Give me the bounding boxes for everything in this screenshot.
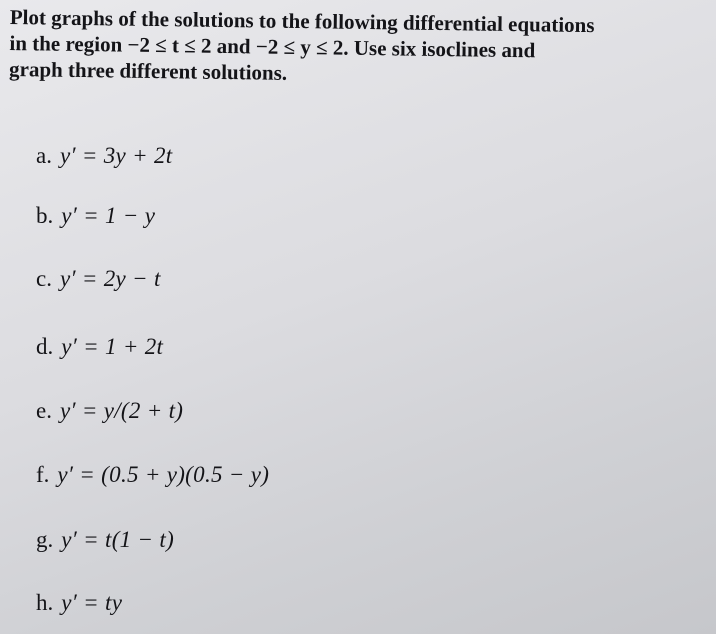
item-equation: y′ = 1 − y: [61, 203, 156, 228]
item-label: c.: [36, 266, 52, 291]
item-label: g.: [36, 527, 54, 552]
item-label: e.: [36, 398, 52, 423]
exercise-item-g: [36, 527, 174, 553]
exercise-item-e: [36, 398, 183, 424]
exercise-item-b: [36, 203, 155, 229]
exercise-item-a: [36, 143, 172, 169]
prompt-line-2: in the region −2 ≤ t ≤ 2 and −2 ≤ y ≤ 2. Use six isoclines and: [9, 30, 536, 63]
prompt-line-3: graph three different solutions.: [8, 56, 288, 85]
item-equation: y′ = (0.5 + y)(0.5 − y): [57, 462, 270, 487]
exercise-item-c: [36, 266, 161, 292]
item-equation: y′ = 2y − t: [59, 266, 161, 291]
item-equation: y′ = y/(2 + t): [59, 398, 184, 423]
item-label: h.: [36, 590, 54, 615]
item-label: d.: [36, 334, 54, 359]
problem-prompt: [9, 4, 710, 92]
item-label: f.: [36, 462, 50, 487]
prompt-line-1: Plot graphs of the solutions to the following differential equations: [9, 4, 595, 38]
exercise-item-f: [36, 462, 269, 488]
item-equation: y′ = ty: [61, 590, 123, 615]
exercise-item-d: [36, 334, 163, 360]
item-equation: y′ = 1 + 2t: [61, 334, 164, 359]
item-label: b.: [36, 203, 54, 228]
exercise-item-h: [36, 590, 122, 616]
item-equation: y′ = 3y + 2t: [59, 143, 173, 168]
item-label: a.: [36, 143, 52, 168]
item-equation: y′ = t(1 − t): [61, 527, 175, 552]
